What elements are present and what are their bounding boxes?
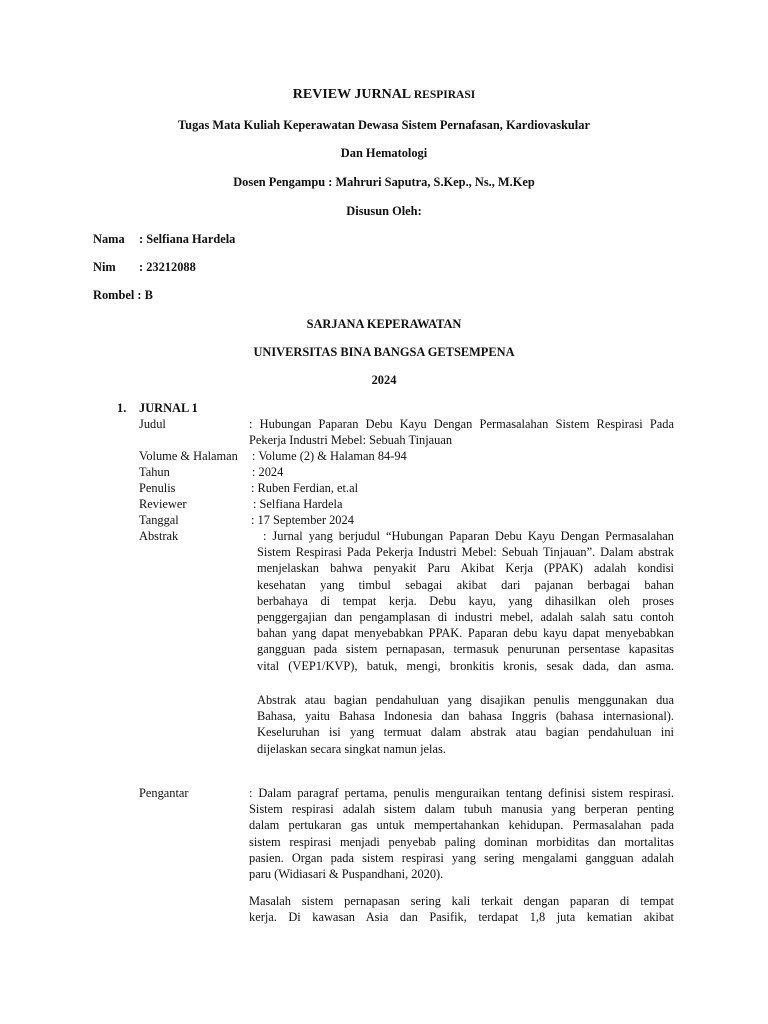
text-line: paru (Widiasari & Puspandhani, 2020).: [249, 867, 444, 882]
lecturer-line: Dosen Pengampu : Mahruri Saputra, S.Kep., Ns., M.Kep: [233, 175, 535, 189]
text-line: kerja. Di kawasan Asia dan Pasifik, terdapat 1,8 juta kematian akibat: [249, 910, 674, 925]
text-line: kesehatan yang timbul sebagai akibat dari pajanan berbagai bahan: [257, 577, 674, 592]
course-subtitle-line1: Tugas Mata Kuliah Keperawatan Dewasa Sistem Pernafasan, Kardiovaskular: [178, 118, 590, 132]
title-main: REVIEW JURNAL: [292, 87, 411, 102]
title-small: RESPIRASI: [413, 89, 476, 101]
text-line: : Dalam paragraf pertama, penulis menguraikan tentang definisi sistem respirasi.: [249, 786, 674, 800]
year-line: 2024: [371, 373, 397, 387]
text-line: dalam pertukaran gas untuk mempertahankan kehidupan. Permasalahan pada: [249, 818, 674, 833]
text-line: vital (VEP1/KVP), batuk, mengi, bronkitis kronis, sesak dada, dan asma.: [257, 658, 674, 673]
name-label: Nama: [93, 232, 125, 246]
text-line: Bahasa, yaitu Bahasa Indonesia dan bahasa Inggris (bahasa internasional).: [257, 709, 674, 724]
text-line: : Jurnal yang berjudul “Hubungan Paparan Debu Kayu Dengan Permasalahan: [263, 529, 674, 543]
text-line: Sistem respirasi adalah sistem dalam tubuh manusia yang berperan penting: [249, 802, 674, 817]
reviewer-label: Reviewer: [139, 497, 187, 511]
program-name: SARJANA KEPERAWATAN: [306, 317, 462, 331]
course-subtitle-line2: Dan Hematologi: [340, 146, 428, 160]
judul-value-line1: : Hubungan Paparan Debu Kayu Dengan Permasalahan Sistem Respirasi Pada: [249, 417, 674, 431]
document-title: [0, 87, 768, 103]
penulis-value: : Ruben Ferdian, et.al: [251, 481, 359, 495]
tahun-label: Tahun: [139, 465, 170, 479]
journal-number: 1.: [117, 401, 127, 415]
text-line: gangguan pada sistem pernapasan, termasuk penurunan persentase kapasitas: [257, 642, 674, 657]
text-line: pasien. Organ pada sistem respirasi yang sering mengalami gangguan adalah: [249, 850, 674, 865]
judul-label: Judul: [139, 417, 166, 431]
university-name: UNIVERSITAS BINA BANGSA GETSEMPENA: [253, 345, 515, 359]
journal-heading: JURNAL 1: [139, 401, 198, 415]
text-line: berbahaya di tempat kerja. Debu kayu, yang dihasilkan oleh proses: [257, 593, 674, 608]
volume-label: Volume & Halaman: [139, 449, 238, 463]
reviewer-value: : Selfiana Hardela: [253, 497, 343, 511]
pengantar-paragraph-1: [249, 785, 674, 882]
abstrak-paragraph-1: [257, 528, 674, 674]
text-line: penggergajian dan pengamplasan di industri mebel, adalah salah satu contoh: [257, 610, 674, 625]
pengantar-paragraph-2: [249, 893, 674, 925]
text-line: sistem respirasi menjadi penyebab paling dominan morbiditas dan mortalitas: [249, 834, 674, 849]
tanggal-label: Tanggal: [139, 513, 179, 527]
penulis-label: Penulis: [139, 481, 176, 495]
pengantar-label: Pengantar: [139, 786, 189, 800]
text-line: bahan yang dapat menyebabkan PPAK. Paparan debu kayu dapat menyebabkan: [257, 626, 674, 641]
abstrak-label: Abstrak: [139, 529, 179, 543]
text-line: dijelaskan secara singkat namun jelas.: [257, 741, 446, 756]
text-line: Keseluruhan isi yang termuat dalam abstrak atau bagian pendahuluan ini: [257, 725, 674, 740]
volume-value: : Volume (2) & Halaman 84-94: [252, 449, 407, 463]
compiled-by-line: Disusun Oleh:: [346, 204, 422, 218]
text-line: menjelaskan bahwa penyakit Paru Akibat Kerja (PPAK) adalah kondisi: [257, 561, 674, 576]
text-line: Abstrak atau bagian pendahuluan yang disajikan penulis menggunakan dua: [257, 693, 674, 707]
abstrak-paragraph-2: [257, 692, 674, 757]
tanggal-value: : 17 September 2024: [251, 513, 354, 527]
text-line: Sistem Respirasi Pada Pekerja Industri Mebel: Sebuah Tinjauan”. Dalam abstrak: [257, 545, 674, 560]
nim-value: : 23212088: [139, 260, 196, 274]
name-value: : Selfiana Hardela: [139, 232, 236, 246]
judul-value-line2: Pekerja Industri Mebel: Sebuah Tinjauan: [249, 433, 453, 447]
tahun-value: : 2024: [252, 465, 284, 479]
text-line: Masalah sistem pernapasan sering kali terkait dengan paparan di tempat: [249, 894, 674, 908]
rombel-line: Rombel : B: [93, 288, 153, 302]
nim-label: Nim: [93, 260, 116, 274]
